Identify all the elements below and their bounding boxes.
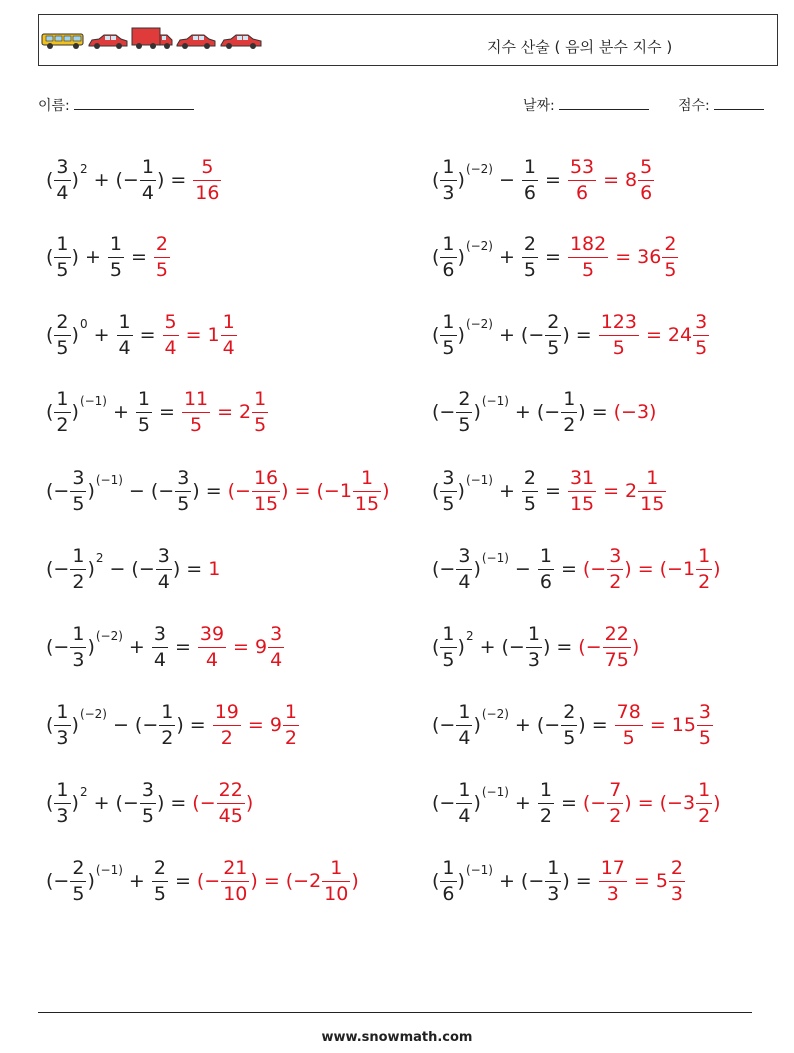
fraction: $\frac{22}{45}$ xyxy=(218,778,243,827)
exponent: (−1) xyxy=(465,862,493,877)
exponent: (−1) xyxy=(481,393,509,408)
name-field xyxy=(38,95,194,115)
name-label: 이름: xyxy=(38,98,70,114)
fraction: $\frac{1}{2}$ xyxy=(539,778,552,827)
score-label: 점수: xyxy=(678,98,710,114)
exponent: (−2) xyxy=(95,628,123,643)
problem-question: (− $\frac{1}{4}$ )$^{(-2)}$ + (− $\frac{2}{5}$ ) = xyxy=(432,700,608,749)
fraction: $\frac{1}{10}$ xyxy=(324,856,349,905)
problem-question: ( $\frac{2}{5}$ )$^0$ + $\frac{1}{4}$ = xyxy=(46,310,156,359)
problem-answer: $\frac{17}{3}$ = 5 $\frac{2}{3}$ xyxy=(600,856,683,905)
fraction: $\frac{17}{3}$ xyxy=(600,856,625,905)
fraction: $\frac{5}{16}$ xyxy=(195,155,220,204)
fraction: $\frac{16}{15}$ xyxy=(253,466,279,515)
footer-url: www.snowmath.com xyxy=(321,1030,473,1045)
fraction: $\frac{2}{5}$ xyxy=(563,700,576,749)
problem-item xyxy=(432,459,667,523)
fraction: $\frac{1}{3}$ xyxy=(527,622,540,671)
problem-item xyxy=(46,380,269,444)
problem-answer: $\frac{123}{5}$ = 24 $\frac{3}{5}$ xyxy=(600,310,708,359)
fraction: $\frac{1}{4}$ xyxy=(458,778,471,827)
problem-answer: (− $\frac{7}{2}$ ) = (−3 $\frac{1}{2}$ ) xyxy=(582,778,721,827)
problem-question: (− $\frac{1}{2}$ )$^2$ − (− $\frac{3}{4}$ ) = xyxy=(46,544,203,593)
fraction: $\frac{2}{5}$ xyxy=(523,232,537,281)
fraction: $\frac{1}{4}$ xyxy=(222,310,235,359)
problem-answer: (− $\frac{22}{45}$ ) xyxy=(192,778,254,827)
fraction: $\frac{22}{75}$ xyxy=(604,622,629,671)
problem-item xyxy=(432,148,655,212)
date-blank[interactable] xyxy=(559,95,649,110)
fraction: $\frac{5}{4}$ xyxy=(164,310,177,359)
fraction: $\frac{1}{2}$ xyxy=(56,387,69,436)
worksheet-header xyxy=(38,14,778,66)
fraction: $\frac{182}{5}$ xyxy=(569,232,607,281)
problem-answer xyxy=(192,155,222,204)
fraction: $\frac{1}{2}$ xyxy=(563,387,576,436)
problem-item xyxy=(46,537,220,601)
fraction: $\frac{21}{10}$ xyxy=(223,856,248,905)
fraction: $\frac{39}{4}$ xyxy=(199,622,225,671)
fraction: $\frac{1}{5}$ xyxy=(56,232,69,281)
exponent: (−1) xyxy=(95,862,123,877)
problem-answer: $\frac{39}{4}$ = 9 $\frac{3}{4}$ xyxy=(199,622,283,671)
fraction: $\frac{3}{4}$ xyxy=(153,622,166,671)
car-icon xyxy=(175,33,217,51)
problem-answer: $\frac{19}{2}$ = 9 $\frac{1}{2}$ xyxy=(214,700,297,749)
fraction: $\frac{19}{2}$ xyxy=(214,700,239,749)
problem-item xyxy=(46,849,359,913)
exponent: 0 xyxy=(79,316,88,331)
van-icon xyxy=(41,31,85,51)
fraction: $\frac{3}{4}$ xyxy=(56,155,69,204)
fraction: $\frac{1}{4}$ xyxy=(141,155,154,204)
fraction: $\frac{1}{3}$ xyxy=(56,778,69,827)
fraction: $\frac{1}{5}$ xyxy=(254,387,267,436)
problem-question: ( $\frac{1}{5}$ )$^2$ + (− $\frac{1}{3}$ ) = xyxy=(432,622,573,671)
fraction: $\frac{1}{3}$ xyxy=(547,856,560,905)
problem-question: ( $\frac{3}{5}$ )$^{(-1)}$ + $\frac{2}{5}$ = xyxy=(432,466,561,515)
problem-item xyxy=(432,537,721,601)
problem-question: ( $\frac{1}{5}$ ) + $\frac{1}{5}$ = xyxy=(46,232,147,281)
problem-question: (− $\frac{2}{5}$ )$^{(-1)}$ + (− $\frac{1}{2}$ ) = xyxy=(432,387,608,436)
fraction: $\frac{78}{5}$ xyxy=(616,700,641,749)
fraction: $\frac{1}{3}$ xyxy=(442,155,455,204)
problem-question: ( $\frac{1}{3}$ )$^{(-2)}$ − $\frac{1}{6}$ = xyxy=(432,155,561,204)
fraction: $\frac{2}{5}$ xyxy=(547,310,560,359)
problem-item xyxy=(432,225,679,289)
date-label: 날짜: xyxy=(523,98,555,114)
fraction: $\frac{2}{5}$ xyxy=(155,232,168,281)
fraction: $\frac{1}{15}$ xyxy=(354,466,380,515)
fraction: $\frac{2}{5}$ xyxy=(56,310,69,359)
fraction: $\frac{2}{3}$ xyxy=(670,856,683,905)
problem-item xyxy=(46,615,285,679)
fraction: $\frac{1}{6}$ xyxy=(539,544,552,593)
fraction: $\frac{2}{5}$ xyxy=(72,856,85,905)
exponent: (−1) xyxy=(95,472,123,487)
fraction: $\frac{3}{2}$ xyxy=(609,544,622,593)
fraction: $\frac{1}{2}$ xyxy=(698,778,711,827)
problem-item xyxy=(46,771,253,835)
car-icon xyxy=(219,33,263,51)
fraction: $\frac{1}{2}$ xyxy=(284,700,297,749)
problem-question: ( $\frac{3}{4}$ )$^2$ + (− $\frac{1}{4}$ ) = xyxy=(46,155,187,204)
problem-answer: $\frac{182}{5}$ = 36 $\frac{2}{5}$ xyxy=(569,232,677,281)
fraction: $\frac{3}{5}$ xyxy=(698,700,712,749)
fraction: $\frac{3}{5}$ xyxy=(177,466,190,515)
fraction: $\frac{7}{2}$ xyxy=(609,778,622,827)
fraction: $\frac{11}{5}$ xyxy=(183,387,209,436)
problem-item xyxy=(432,771,721,835)
fraction: $\frac{1}{6}$ xyxy=(523,155,537,204)
problem-question: ( $\frac{1}{6}$ )$^{(-1)}$ + (− $\frac{1}{3}$ ) = xyxy=(432,856,592,905)
exponent: (−2) xyxy=(465,161,493,176)
problem-item xyxy=(46,225,171,289)
problem-question: (− $\frac{3}{4}$ )$^{(-1)}$ − $\frac{1}{6}$ = xyxy=(432,544,577,593)
name-blank[interactable] xyxy=(74,95,194,110)
fraction: $\frac{2}{5}$ xyxy=(153,856,166,905)
problem-question: (− $\frac{1}{3}$ )$^{(-2)}$ + $\frac{3}{4}$ = xyxy=(46,622,191,671)
fraction: $\frac{3}{4}$ xyxy=(270,622,283,671)
fraction: $\frac{2}{5}$ xyxy=(458,387,471,436)
problem-answer: $\frac{53}{6}$ = 8 $\frac{5}{6}$ xyxy=(569,155,653,204)
fraction: $\frac{3}{4}$ xyxy=(458,544,471,593)
fraction: $\frac{3}{4}$ xyxy=(157,544,170,593)
problem-question: ( $\frac{1}{2}$ )$^{(-1)}$ + $\frac{1}{5}$ = xyxy=(46,387,175,436)
problem-question: ( $\frac{1}{6}$ )$^{(-2)}$ + $\frac{2}{5}$ = xyxy=(432,232,561,281)
problem-answer: 1 xyxy=(208,558,221,580)
fraction: $\frac{1}{5}$ xyxy=(442,310,455,359)
exponent: (−2) xyxy=(465,316,493,331)
date-field xyxy=(523,95,649,115)
problem-question: ( $\frac{1}{3}$ )$^{(-2)}$ − (− $\frac{1}{2}$ ) = xyxy=(46,700,206,749)
fraction: $\frac{2}{5}$ xyxy=(523,466,537,515)
problem-item xyxy=(432,849,686,913)
problem-answer xyxy=(153,232,171,281)
fraction: $\frac{2}{5}$ xyxy=(664,232,677,281)
score-blank[interactable] xyxy=(714,95,764,110)
fraction: $\frac{3}{5}$ xyxy=(141,778,154,827)
problem-answer: (− $\frac{16}{15}$ ) = (−1 $\frac{1}{15}$ ) xyxy=(227,466,390,515)
fraction: $\frac{123}{5}$ xyxy=(600,310,637,359)
exponent: (−2) xyxy=(79,706,107,721)
truck-icon xyxy=(131,27,173,51)
fraction: $\frac{5}{6}$ xyxy=(640,155,653,204)
problem-answer: $\frac{31}{15}$ = 2 $\frac{1}{15}$ xyxy=(569,466,665,515)
fraction: $\frac{3}{5}$ xyxy=(72,466,85,515)
problem-item xyxy=(46,459,390,523)
problem-item xyxy=(46,303,238,367)
problem-answer: (−3) xyxy=(613,401,657,423)
problem-answer: (− $\frac{3}{2}$ ) = (−1 $\frac{1}{2}$ ) xyxy=(582,544,721,593)
fraction: $\frac{1}{5}$ xyxy=(137,387,151,436)
exponent: 2 xyxy=(95,550,104,565)
fraction: $\frac{1}{4}$ xyxy=(118,310,131,359)
worksheet-title: 지수 산술 ( 음의 분수 지수 ) xyxy=(487,38,673,56)
problem-item xyxy=(46,693,300,757)
exponent: 2 xyxy=(79,161,88,176)
exponent: 2 xyxy=(465,628,474,643)
fraction: $\frac{31}{15}$ xyxy=(569,466,595,515)
vehicle-icons xyxy=(41,27,263,51)
fraction: $\frac{3}{5}$ xyxy=(442,466,455,515)
exponent: (−2) xyxy=(481,706,509,721)
problem-item xyxy=(432,380,656,444)
fraction: $\frac{53}{6}$ xyxy=(569,155,595,204)
problem-item xyxy=(46,148,222,212)
problem-question: (− $\frac{2}{5}$ )$^{(-1)}$ + $\frac{2}{5}$ = xyxy=(46,856,191,905)
fraction: $\frac{1}{2}$ xyxy=(698,544,711,593)
fraction: $\frac{1}{4}$ xyxy=(458,700,471,749)
problem-item xyxy=(432,615,639,679)
fraction: $\frac{1}{6}$ xyxy=(442,856,455,905)
score-field xyxy=(678,95,764,115)
fraction: $\frac{1}{15}$ xyxy=(640,466,665,515)
fraction: $\frac{1}{3}$ xyxy=(56,700,69,749)
exponent: (−1) xyxy=(481,784,509,799)
problem-item xyxy=(432,693,714,757)
exponent: (−1) xyxy=(481,550,509,565)
fraction: $\frac{1}{2}$ xyxy=(161,700,174,749)
problem-question: ( $\frac{1}{3}$ )$^2$ + (− $\frac{3}{5}$ ) = xyxy=(46,778,187,827)
footer-divider xyxy=(38,1012,752,1013)
problem-question: ( $\frac{1}{5}$ )$^{(-2)}$ + (− $\frac{2}{5}$ ) = xyxy=(432,310,592,359)
exponent: (−2) xyxy=(465,238,493,253)
car-icon xyxy=(87,33,129,51)
problem-item xyxy=(432,303,710,367)
problem-answer: $\frac{5}{4}$ = 1 $\frac{1}{4}$ xyxy=(164,310,235,359)
fraction: $\frac{3}{5}$ xyxy=(695,310,708,359)
exponent: (−1) xyxy=(465,472,493,487)
problem-answer: $\frac{11}{5}$ = 2 $\frac{1}{5}$ xyxy=(183,387,267,436)
fraction: $\frac{1}{3}$ xyxy=(72,622,85,671)
exponent: 2 xyxy=(79,784,88,799)
problem-answer: $\frac{78}{5}$ = 15 $\frac{3}{5}$ xyxy=(616,700,712,749)
problem-answer: (− $\frac{21}{10}$ ) = (−2 $\frac{1}{10}$ ) xyxy=(196,856,359,905)
problem-answer: (− $\frac{22}{75}$ ) xyxy=(578,622,640,671)
problem-question: (− $\frac{3}{5}$ )$^{(-1)}$ − (− $\frac{3}{5}$ ) = xyxy=(46,466,222,515)
fraction: $\frac{1}{5}$ xyxy=(442,622,455,671)
fraction: $\frac{1}{5}$ xyxy=(109,232,122,281)
problem-question: (− $\frac{1}{4}$ )$^{(-1)}$ + $\frac{1}{2}$ = xyxy=(432,778,577,827)
fraction: $\frac{1}{2}$ xyxy=(72,544,85,593)
exponent: (−1) xyxy=(79,393,107,408)
fraction: $\frac{1}{6}$ xyxy=(442,232,455,281)
